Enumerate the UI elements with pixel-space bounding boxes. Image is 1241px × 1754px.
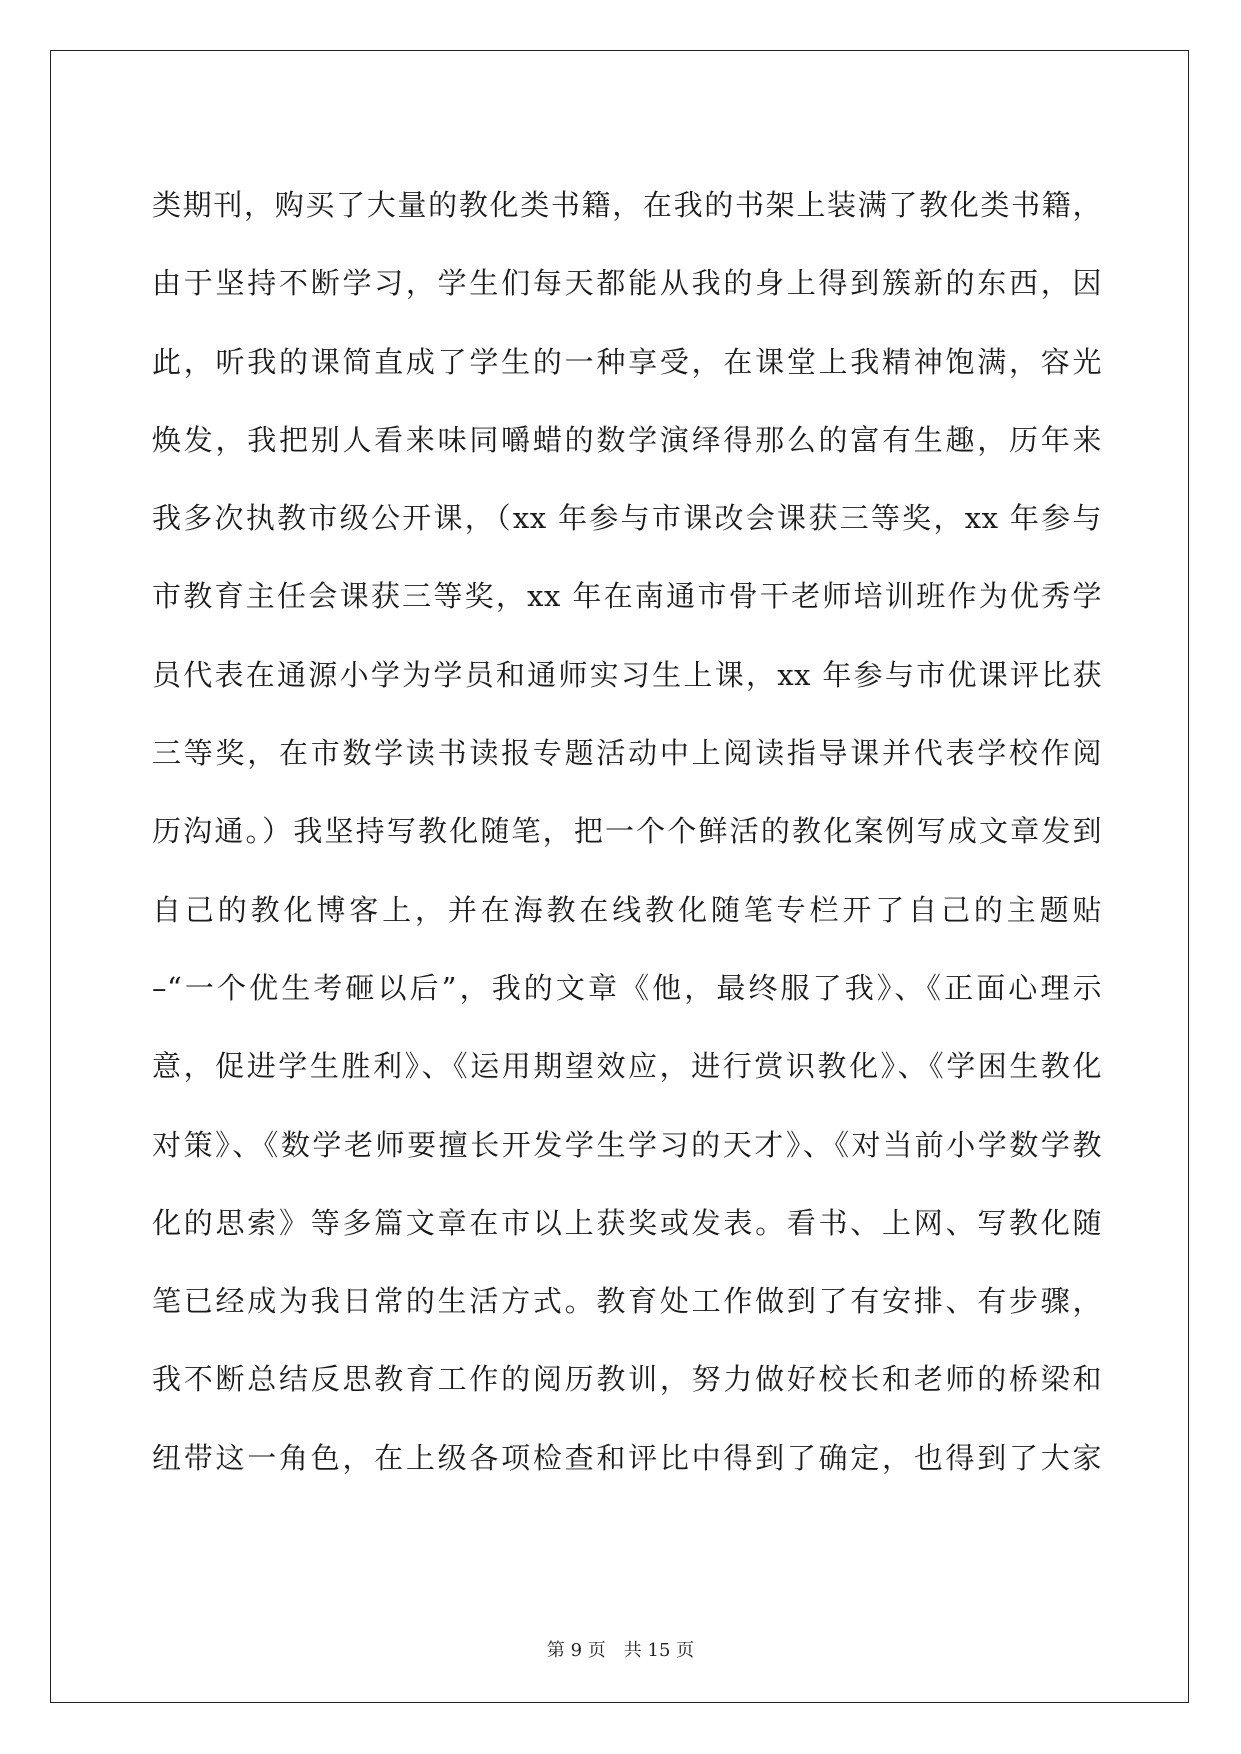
document-body xyxy=(152,166,1102,1497)
text-line: 焕发，我把别人看来味同嚼蜡的数学演绎得那么的富有生趣，历年来 xyxy=(152,422,1102,457)
text-line: 此，听我的课简直成了学生的一种享受，在课堂上我精神饱满，容光 xyxy=(152,344,1102,379)
text-line: 笔已经成为我日常的生活方式。教育处工作做到了有安排、有步骤， xyxy=(152,1284,1102,1319)
text-line: 化的思索》等多篇文章在市以上获奖或发表。看书、上网、写教化随 xyxy=(152,1205,1102,1240)
text-line: 意，促进学生胜利》、《运用期望效应，进行赏识教化》、《学困生教化 xyxy=(152,1049,1102,1084)
text-line: 纽带这一角色，在上级各项检查和评比中得到了确定，也得到了大家 xyxy=(152,1440,1102,1475)
text-line: 由于坚持不断学习，学生们每天都能从我的身上得到簇新的东西，因 xyxy=(152,266,1102,301)
text-line: 员代表在通源小学为学员和通师实习生上课，xx 年参与市优课评比获 xyxy=(152,657,1102,692)
text-line: 市教育主任会课获三等奖，xx 年在南通市骨干老师培训班作为优秀学 xyxy=(152,579,1102,614)
page-footer xyxy=(0,1636,1241,1662)
text-line: 三等奖，在市数学读书读报专题活动中上阅读指导课并代表学校作阅 xyxy=(152,736,1102,771)
text-line: 类期刊，购买了大量的教化类书籍，在我的书架上装满了教化类书籍， xyxy=(152,188,1102,222)
text-line: 我多次执教市级公开课，（xx 年参与市课改会课获三等奖，xx 年参与 xyxy=(152,501,1102,536)
text-line: 我不断总结反思教育工作的阅历教训，努力做好校长和老师的桥梁和 xyxy=(152,1362,1102,1397)
text-line: 对策》、《数学老师要擅长开发学生学习的天才》、《对当前小学数学教 xyxy=(152,1127,1102,1162)
text-line: 历沟通。）我坚持写教化随笔，把一个个鲜活的教化案例写成文章发到 xyxy=(152,814,1102,849)
text-line: –“一个优生考砸以后”，我的文章《他，最终服了我》、《正面心理示 xyxy=(152,970,1102,1005)
text-line: 自己的教化博客上，并在海教在线教化随笔专栏开了自己的主题贴 xyxy=(152,892,1102,927)
page-number-label: 第 9 页 共 15 页 xyxy=(546,1640,695,1661)
